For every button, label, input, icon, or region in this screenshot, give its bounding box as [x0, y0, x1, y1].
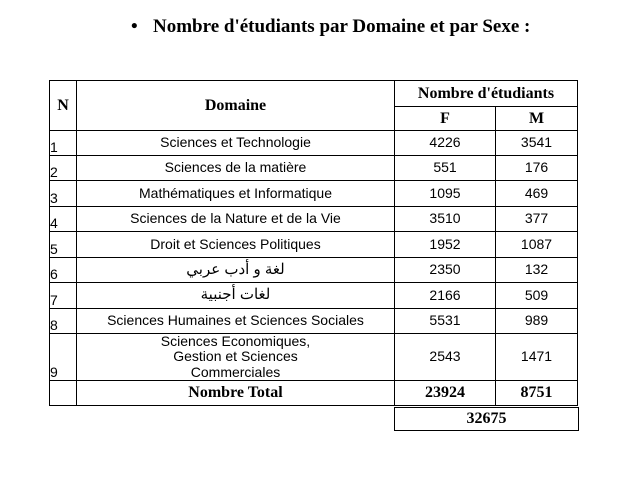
row-count-f: 1952 — [395, 232, 496, 258]
row-count-f: 5531 — [395, 309, 496, 334]
total-f: 23924 — [395, 381, 496, 406]
row-count-m: 176 — [496, 156, 578, 181]
table-row — [50, 334, 578, 381]
table-row — [50, 181, 578, 207]
row-number: 7 — [50, 283, 77, 309]
row-domaine: Droit et Sciences Politiques — [77, 232, 395, 258]
row-count-m: 3541 — [496, 131, 578, 156]
table-row — [50, 207, 578, 232]
column-header-group: Nombre d'étudiants — [395, 81, 578, 107]
row-count-f: 2543 — [395, 334, 496, 381]
row-domaine: Sciences Economiques, Gestion et Sciences Commerciales — [77, 334, 395, 381]
header-row — [50, 81, 578, 107]
row-number: 2 — [50, 156, 77, 181]
table-row — [50, 156, 578, 181]
row-count-f: 3510 — [395, 207, 496, 232]
table-row — [50, 283, 578, 309]
row-number: 6 — [50, 258, 77, 283]
row-domaine: Mathématiques et Informatique — [77, 181, 395, 207]
heading-text: Nombre d'étudiants par Domaine et par Sexe : — [153, 16, 531, 37]
row-domaine: لغات أجنبية — [77, 283, 395, 309]
row-number: 5 — [50, 232, 77, 258]
total-row — [50, 381, 578, 406]
row-count-m: 1087 — [496, 232, 578, 258]
row-domaine: Sciences de la Nature et de la Vie — [77, 207, 395, 232]
row-number: 4 — [50, 207, 77, 232]
row-count-m: 509 — [496, 283, 578, 309]
column-header-domaine: Domaine — [77, 81, 395, 131]
row-number: 8 — [50, 309, 77, 334]
page-heading — [131, 16, 530, 38]
row-count-f: 2166 — [395, 283, 496, 309]
table-row — [50, 258, 578, 283]
bullet-icon: • — [131, 16, 138, 37]
row-domaine: Sciences et Technologie — [77, 131, 395, 156]
row-domaine: Sciences de la matière — [77, 156, 395, 181]
row-count-f: 4226 — [395, 131, 496, 156]
row-number: 9 — [50, 334, 77, 381]
row-count-m: 1471 — [496, 334, 578, 381]
grand-total: 32675 — [395, 408, 579, 431]
row-count-f: 1095 — [395, 181, 496, 207]
row-number: 3 — [50, 181, 77, 207]
row-count-f: 2350 — [395, 258, 496, 283]
total-label: Nombre Total — [77, 381, 395, 406]
row-count-f: 551 — [395, 156, 496, 181]
grand-total-box — [394, 407, 579, 431]
column-header-f: F — [395, 107, 496, 131]
row-domaine: لغة و أدب عربي — [77, 258, 395, 283]
row-count-m: 989 — [496, 309, 578, 334]
total-m: 8751 — [496, 381, 578, 406]
row-count-m: 377 — [496, 207, 578, 232]
row-count-m: 132 — [496, 258, 578, 283]
total-row-blank — [50, 381, 77, 406]
row-domaine: Sciences Humaines et Sciences Sociales — [77, 309, 395, 334]
students-table — [49, 80, 578, 406]
table-row — [50, 309, 578, 334]
column-header-n: N — [50, 81, 77, 131]
table-row — [50, 232, 578, 258]
row-count-m: 469 — [496, 181, 578, 207]
table-row — [50, 131, 578, 156]
row-number: 1 — [50, 131, 77, 156]
column-header-m: M — [496, 107, 578, 131]
